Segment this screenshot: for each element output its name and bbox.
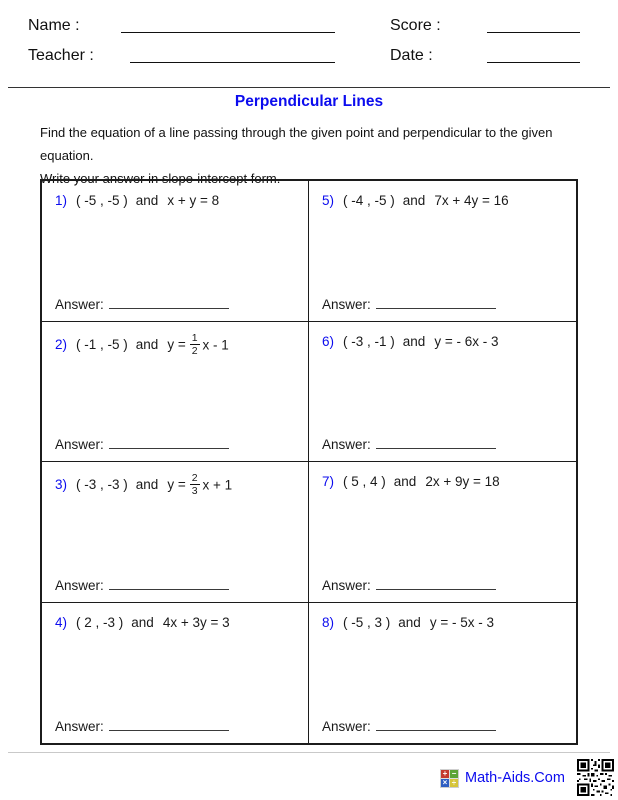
problem-statement [322, 613, 566, 633]
name-label: Name : [28, 17, 80, 34]
and-label: and [135, 336, 159, 352]
answer-label: Answer: [322, 719, 371, 734]
problem-cell-3 [42, 462, 309, 603]
problem-point: ( -4 , -5 ) [343, 193, 395, 208]
answer-line [55, 577, 229, 593]
answer-blank-line [376, 577, 496, 590]
answer-blank-line [109, 296, 229, 309]
answer-line [322, 436, 496, 452]
problem-number: 3) [55, 477, 68, 493]
answer-line [55, 436, 229, 452]
problem-number: 1) [55, 193, 68, 208]
equation-suffix: x - 1 [202, 336, 229, 352]
score-label: Score : [390, 17, 441, 34]
answer-label: Answer: [322, 437, 371, 452]
problem-point: ( -3 , -1 ) [343, 333, 395, 349]
instructions-line-1: Find the equation of a line passing through the given point and perpendicular to the given equation. [40, 125, 553, 163]
fraction: $\frac{1}{2}$ [191, 331, 198, 357]
header-divider [8, 87, 610, 88]
problem-statement [55, 613, 298, 633]
and-label: and [135, 193, 159, 208]
answer-label: Answer: [322, 577, 371, 593]
footer-divider [8, 752, 610, 753]
name-blank-line [121, 32, 335, 33]
and-label: and [398, 614, 421, 630]
answer-line [322, 718, 496, 734]
equation-prefix: y = [167, 336, 186, 352]
problem-cell-5 [309, 181, 576, 322]
problem-number: 6) [322, 333, 335, 349]
and-label: and [393, 474, 417, 489]
teacher-blank-line [130, 62, 335, 63]
answer-label: Answer: [55, 719, 104, 734]
answer-blank-line [376, 296, 496, 309]
logo-sq-minus: − [451, 769, 457, 778]
problem-cell-8 [309, 603, 576, 744]
problem-point: ( 5 , 4 ) [343, 474, 386, 489]
answer-line [322, 577, 496, 593]
answer-label: Answer: [55, 296, 104, 312]
answer-blank-line [109, 436, 229, 449]
problem-equation: 7x + 4y = 16 [434, 193, 509, 208]
answer-label: Answer: [55, 577, 104, 593]
page-title: Perpendicular Lines [234, 93, 384, 110]
date-label: Date : [390, 47, 433, 64]
instructions-line-2: Write your answer in slope-intercept form. [40, 171, 281, 186]
answer-line [55, 718, 229, 734]
problem-statement [322, 332, 566, 352]
answer-line [322, 296, 496, 312]
answer-blank-line [376, 436, 496, 449]
date-blank-line [487, 62, 580, 63]
problem-cell-6 [309, 322, 576, 463]
problem-point: ( -5 , 3 ) [343, 614, 391, 630]
problem-point: ( 2 , -3 ) [76, 614, 124, 630]
math-aids-logo-icon [440, 769, 459, 788]
problem-cell-7 [309, 462, 576, 603]
logo-sq-divide: ÷ [451, 778, 457, 787]
problem-equation: y = - 5x - 3 [429, 614, 494, 630]
problem-number: 8) [322, 614, 335, 630]
equation-prefix: y = [167, 477, 186, 493]
problem-equation: y = - 6x - 3 [434, 333, 499, 349]
answer-line [55, 296, 229, 312]
problem-equation: x + y = 8 [167, 193, 220, 208]
answer-blank-line [109, 718, 229, 731]
and-label: and [135, 477, 159, 493]
problem-statement [55, 332, 298, 357]
and-label: and [402, 193, 426, 208]
answer-label: Answer: [322, 296, 371, 312]
logo-sq-times: × [442, 778, 448, 787]
problem-statement [322, 472, 566, 492]
problem-cell-4 [42, 603, 309, 744]
problem-equation: 4x + 3y = 3 [162, 614, 230, 630]
problem-cell-1 [42, 181, 309, 322]
problem-statement [55, 191, 298, 211]
problem-point: ( -1 , -5 ) [76, 336, 128, 352]
problem-number: 4) [55, 614, 68, 630]
problem-cell-2 [42, 322, 309, 463]
score-blank-line [487, 32, 580, 33]
teacher-label: Teacher : [28, 47, 94, 64]
equation-suffix: x + 1 [202, 477, 233, 493]
logo-sq-plus: + [442, 769, 448, 778]
problem-statement [322, 191, 566, 211]
answer-blank-line [109, 577, 229, 590]
problem-number: 5) [322, 193, 335, 208]
and-label: and [131, 614, 154, 630]
and-label: and [402, 333, 426, 349]
qr-code [577, 759, 614, 796]
answer-label: Answer: [55, 437, 104, 452]
problem-point: ( -3 , -3 ) [76, 477, 128, 493]
problem-equation: 2x + 9y = 18 [425, 474, 500, 489]
problems-grid [40, 179, 578, 745]
brand-link[interactable]: Math-Aids.Com [465, 770, 565, 786]
problem-number: 7) [322, 474, 335, 489]
problem-statement [55, 472, 298, 497]
problem-number: 2) [55, 336, 68, 352]
fraction: $\frac{2}{3}$ [191, 472, 198, 498]
problem-point: ( -5 , -5 ) [76, 193, 128, 208]
answer-blank-line [376, 718, 496, 731]
